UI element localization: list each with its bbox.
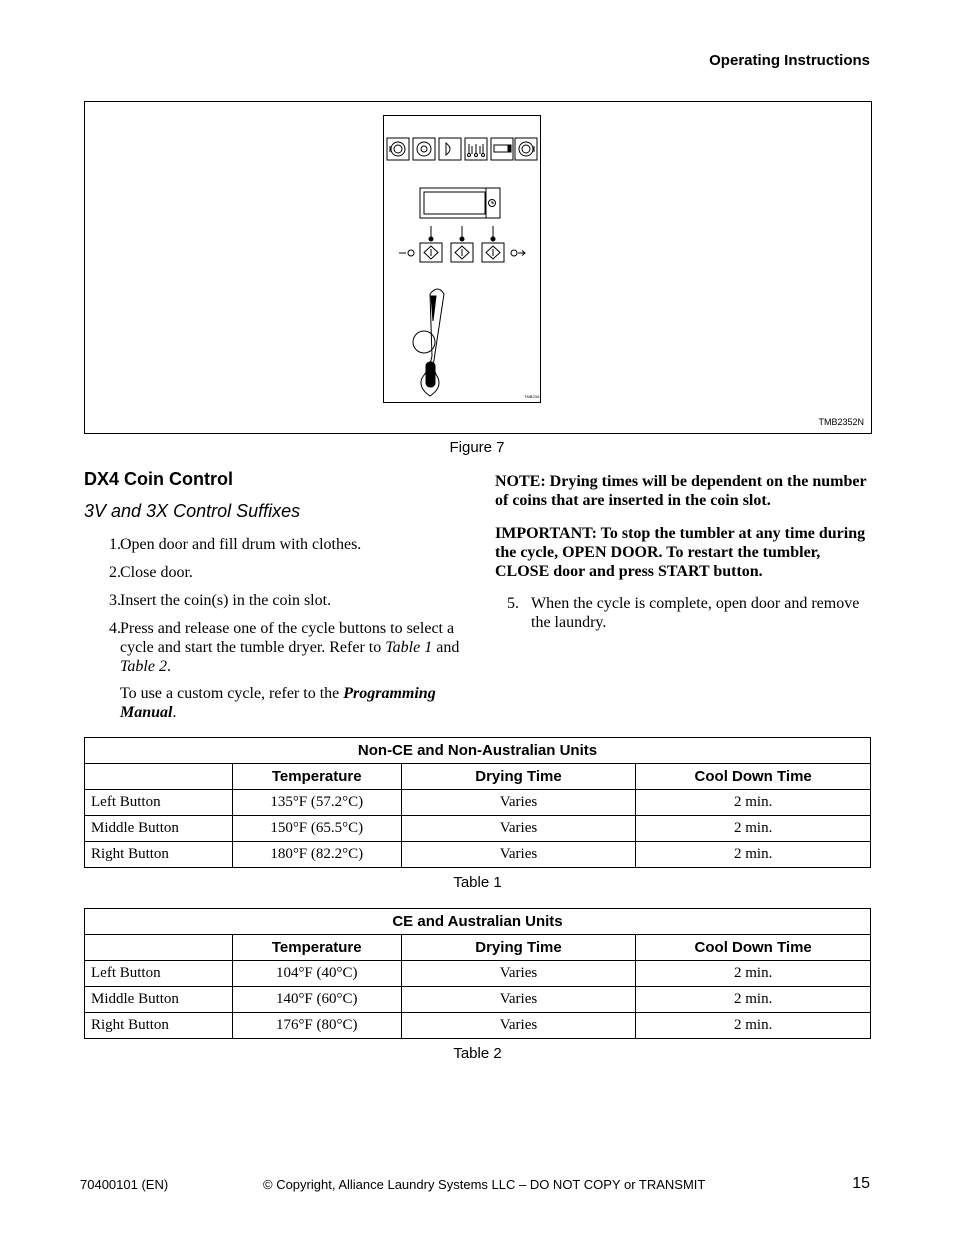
custom-cycle-text <box>120 684 462 722</box>
column-header <box>85 935 233 961</box>
step-text-part: Press and release one of the cycle buttons to select a cycle and start the tumble dryer. Refer to <box>120 620 455 656</box>
table-cell: 135°F (57.2°C) <box>232 790 401 816</box>
table-2-reference: Table 2 <box>120 658 167 675</box>
table-cell: 2 min. <box>636 1013 871 1039</box>
table-cell: Middle Button <box>85 816 233 842</box>
table-cell: Varies <box>401 842 636 868</box>
table-title: Non-CE and Non-Australian Units <box>85 738 871 764</box>
medium-temp-button[interactable] <box>451 243 473 262</box>
column-header: Temperature <box>232 935 401 961</box>
table-cell: 2 min. <box>636 816 871 842</box>
table-cell: 176°F (80°C) <box>232 1013 401 1039</box>
step-text-part: and <box>432 639 460 656</box>
column-header: Drying Time <box>401 935 636 961</box>
step-text: When the cycle is complete, open door and remove the laundry. <box>531 595 860 631</box>
custom-cycle-part: To use a custom cycle, refer to the <box>120 685 344 702</box>
step-2 <box>84 563 462 582</box>
step-text <box>120 619 462 676</box>
footer-copyright: © Copyright, Alliance Laundry Systems LLC – DO NOT COPY or TRANSMIT <box>263 1177 706 1192</box>
custom-cycle-part: . <box>172 704 177 721</box>
control-panel-drawing <box>384 116 540 402</box>
coin-insert-icon <box>439 138 461 160</box>
figure-id: TMB2352N <box>818 417 864 427</box>
low-temp-button[interactable] <box>420 243 442 262</box>
tumble-icon <box>515 138 537 160</box>
table-1-caption: Table 1 <box>453 874 502 891</box>
column-header <box>85 764 233 790</box>
step-3 <box>84 591 462 610</box>
thermometer-icons <box>429 226 495 241</box>
table-cell: 2 min. <box>636 961 871 987</box>
time-decrease-icon <box>399 250 414 256</box>
programming-manual-reference: Programming Manual <box>120 685 436 721</box>
table-cell: Left Button <box>85 790 233 816</box>
column-header: Temperature <box>232 764 401 790</box>
column-header: Drying Time <box>401 764 636 790</box>
figure-caption: Figure 7 <box>449 439 505 456</box>
table-2-caption: Table 2 <box>453 1045 502 1062</box>
page-number: 15 <box>852 1175 870 1192</box>
table-cell: 180°F (82.2°C) <box>232 842 401 868</box>
table-cell: Varies <box>401 961 636 987</box>
footer-doc-number: 70400101 (EN) <box>80 1177 169 1192</box>
table-row <box>85 1013 871 1039</box>
table-cell: Varies <box>401 816 636 842</box>
door-handle[interactable] <box>413 289 444 396</box>
note-paragraph: NOTE: Drying times will be dependent on the number of coins that are inserted in the coin slot. <box>495 473 867 509</box>
table-cell: Varies <box>401 1013 636 1039</box>
page-header: Operating Instructions <box>709 52 870 69</box>
step-4 <box>84 619 462 676</box>
table-cell: Right Button <box>85 842 233 868</box>
table-2 <box>84 908 871 1039</box>
table-1-reference: Table 1 <box>385 639 433 656</box>
important-paragraph: IMPORTANT: To stop the tumbler at any time during the cycle, OPEN DOOR. To restart the tumbler, CLOSE door and press START button. <box>495 525 866 580</box>
step-5 <box>495 594 871 632</box>
table-cell: Left Button <box>85 961 233 987</box>
control-panel-illustration <box>383 115 541 403</box>
step-number: 5. <box>507 595 519 612</box>
table-cell: Varies <box>401 987 636 1013</box>
step-number: 3. <box>109 592 121 609</box>
step-text: Insert the coin(s) in the coin slot. <box>120 592 332 609</box>
table-cell: 2 min. <box>636 987 871 1013</box>
high-temp-button[interactable] <box>482 243 504 262</box>
table-title: CE and Australian Units <box>85 909 871 935</box>
step-text: Open door and fill drum with clothes. <box>120 536 362 553</box>
table-cell: 150°F (65.5°C) <box>232 816 401 842</box>
panel-small-id: TMB2341 <box>524 394 540 399</box>
figure-frame <box>84 101 872 434</box>
table-1 <box>84 737 871 868</box>
table-cell: 2 min. <box>636 790 871 816</box>
door-icon <box>387 138 409 160</box>
table-cell: 140°F (60°C) <box>232 987 401 1013</box>
table-cell: Varies <box>401 790 636 816</box>
table-row <box>85 790 871 816</box>
table-cell: 2 min. <box>636 842 871 868</box>
temperature-levels-icon <box>465 138 487 160</box>
table-row <box>85 987 871 1013</box>
time-increase-icon <box>511 250 525 256</box>
table-cell: 104°F (40°C) <box>232 961 401 987</box>
step-number: 4. <box>109 620 121 637</box>
table-cell: Right Button <box>85 1013 233 1039</box>
table-row <box>85 842 871 868</box>
column-header: Cool Down Time <box>636 935 871 961</box>
coin-counter-icon <box>491 138 513 160</box>
digital-display <box>420 188 500 218</box>
step-number: 1. <box>109 536 121 553</box>
table-row <box>85 961 871 987</box>
step-text: Close door. <box>120 564 193 581</box>
section-title: DX4 Coin Control <box>84 469 233 489</box>
step-text-part: . <box>166 658 171 675</box>
drum-icon <box>413 138 435 160</box>
column-header: Cool Down Time <box>636 764 871 790</box>
step-1 <box>84 535 462 554</box>
table-cell: Middle Button <box>85 987 233 1013</box>
custom-cycle-note <box>84 684 462 722</box>
table-row <box>85 816 871 842</box>
step-number: 2. <box>109 564 121 581</box>
section-subtitle: 3V and 3X Control Suffixes <box>84 501 301 521</box>
